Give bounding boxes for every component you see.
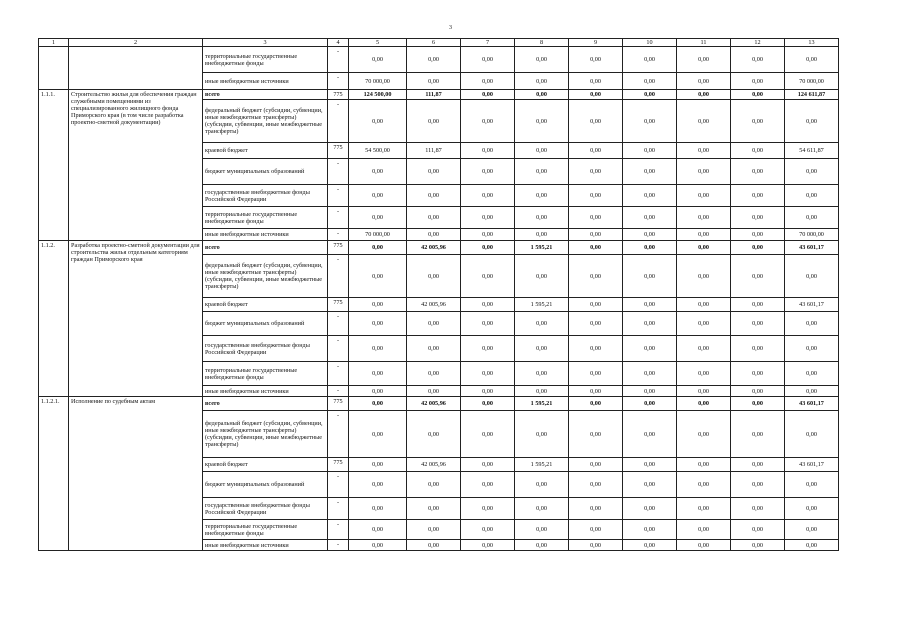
value-cell-col-5: 0,00 [349, 241, 407, 255]
value-cell-col-12: 0,00 [731, 159, 785, 185]
value-cell-col-5: 0,00 [349, 100, 407, 143]
value-cell-col-8: 0,00 [515, 207, 569, 229]
value-cell-col-10: 0,00 [623, 386, 677, 397]
value-cell-col-11: 0,00 [677, 362, 731, 386]
value-cell-col-13: 0,00 [785, 312, 839, 336]
value-cell-col-8: 0,00 [515, 312, 569, 336]
value-cell-col-7: 0,00 [461, 73, 515, 90]
value-cell-col-7: 0,00 [461, 143, 515, 159]
value-cell-col-9: 0,00 [569, 411, 623, 458]
table-row-item-1-1-2-1 [39, 397, 839, 411]
value-cell-col-6: 0,00 [407, 540, 461, 551]
value-cell-col-5: 0,00 [349, 207, 407, 229]
value-cell-col-8: 0,00 [515, 336, 569, 362]
value-cell-col-12: 0,00 [731, 207, 785, 229]
funding-source: территориальные государственные внебюджетные фонды [203, 362, 328, 386]
value-cell-col-7: 0,00 [461, 540, 515, 551]
funding-source: иные внебюджетные источники [203, 386, 328, 397]
value-cell-col-5: 0,00 [349, 336, 407, 362]
value-cell-col-10: 0,00 [623, 520, 677, 540]
funding-source: федеральный бюджет (субсидии, субвенции, иные межбюджетные трансферты) (субсидии, субвенции, иные межбюджетные трансферты) [203, 255, 328, 298]
value-cell-col-10: 0,00 [623, 159, 677, 185]
value-cell-col-13: 0,00 [785, 159, 839, 185]
value-cell-col-6: 0,00 [407, 472, 461, 498]
value-cell-col-9: 0,00 [569, 397, 623, 411]
value-cell-col-8: 0,00 [515, 411, 569, 458]
value-cell-col-5: 0,00 [349, 298, 407, 312]
value-cell-col-13: 43 601,17 [785, 298, 839, 312]
value-cell-col-10: 0,00 [623, 229, 677, 241]
budget-code: 775 [328, 397, 349, 411]
value-cell-col-6: 0,00 [407, 336, 461, 362]
value-cell-col-7: 0,00 [461, 362, 515, 386]
funding-source: территориальные государственные внебюджетные фонды [203, 47, 328, 73]
value-cell-col-9: 0,00 [569, 336, 623, 362]
value-cell-col-7: 0,00 [461, 298, 515, 312]
item-name [69, 47, 203, 90]
value-cell-col-5: 0,00 [349, 498, 407, 520]
value-cell-col-5: 0,00 [349, 386, 407, 397]
value-cell-col-9: 0,00 [569, 90, 623, 100]
table-row [39, 47, 839, 73]
value-cell-col-10: 0,00 [623, 362, 677, 386]
column-number-5: 5 [349, 39, 407, 47]
column-number-8: 8 [515, 39, 569, 47]
funding-source: краевой бюджет [203, 143, 328, 159]
budget-code: - [328, 386, 349, 397]
value-cell-col-7: 0,00 [461, 312, 515, 336]
value-cell-col-13: 70 000,00 [785, 229, 839, 241]
value-cell-col-13: 0,00 [785, 100, 839, 143]
funding-source: всего [203, 90, 328, 100]
value-cell-col-7: 0,00 [461, 185, 515, 207]
budget-code: - [328, 312, 349, 336]
column-number-6: 6 [407, 39, 461, 47]
value-cell-col-8: 0,00 [515, 143, 569, 159]
value-cell-col-11: 0,00 [677, 47, 731, 73]
value-cell-col-8: 0,00 [515, 520, 569, 540]
value-cell-col-10: 0,00 [623, 185, 677, 207]
value-cell-col-12: 0,00 [731, 472, 785, 498]
budget-code: - [328, 498, 349, 520]
value-cell-col-6: 0,00 [407, 185, 461, 207]
value-cell-col-11: 0,00 [677, 207, 731, 229]
value-cell-col-10: 0,00 [623, 458, 677, 472]
value-cell-col-9: 0,00 [569, 229, 623, 241]
value-cell-col-11: 0,00 [677, 100, 731, 143]
value-cell-col-10: 0,00 [623, 73, 677, 90]
value-cell-col-8: 0,00 [515, 229, 569, 241]
value-cell-col-11: 0,00 [677, 298, 731, 312]
value-cell-col-7: 0,00 [461, 458, 515, 472]
funding-source: бюджет муниципальных образований [203, 472, 328, 498]
budget-table [38, 38, 839, 551]
table-row-item-1-1-1 [39, 90, 839, 100]
budget-code: 775 [328, 458, 349, 472]
funding-source: государственные внебюджетные фонды Российской Федерации [203, 185, 328, 207]
value-cell-col-7: 0,00 [461, 336, 515, 362]
budget-code: - [328, 540, 349, 551]
value-cell-col-6: 0,00 [407, 159, 461, 185]
value-cell-col-5: 70 000,00 [349, 73, 407, 90]
budget-code: - [328, 472, 349, 498]
value-cell-col-12: 0,00 [731, 458, 785, 472]
column-number-10: 10 [623, 39, 677, 47]
value-cell-col-13: 54 611,87 [785, 143, 839, 159]
value-cell-col-13: 0,00 [785, 472, 839, 498]
value-cell-col-10: 0,00 [623, 143, 677, 159]
value-cell-col-11: 0,00 [677, 73, 731, 90]
value-cell-col-10: 0,00 [623, 47, 677, 73]
value-cell-col-8: 0,00 [515, 255, 569, 298]
value-cell-col-12: 0,00 [731, 520, 785, 540]
value-cell-col-11: 0,00 [677, 498, 731, 520]
value-cell-col-6: 0,00 [407, 100, 461, 143]
value-cell-col-12: 0,00 [731, 47, 785, 73]
value-cell-col-8: 1 595,21 [515, 241, 569, 255]
value-cell-col-11: 0,00 [677, 472, 731, 498]
value-cell-col-12: 0,00 [731, 255, 785, 298]
value-cell-col-10: 0,00 [623, 298, 677, 312]
value-cell-col-7: 0,00 [461, 397, 515, 411]
value-cell-col-6: 111,87 [407, 90, 461, 100]
value-cell-col-7: 0,00 [461, 100, 515, 143]
value-cell-col-13: 43 601,17 [785, 458, 839, 472]
value-cell-col-7: 0,00 [461, 472, 515, 498]
item-name: Строительство жилья для обеспечения граждан служебными помещениями из специализированного жилищного фонда Приморского края (в том числе разработка проектно-сметной документации) [69, 90, 203, 241]
value-cell-col-6: 42 005,96 [407, 397, 461, 411]
value-cell-col-8: 1 595,21 [515, 397, 569, 411]
value-cell-col-11: 0,00 [677, 185, 731, 207]
budget-code: - [328, 47, 349, 73]
value-cell-col-13: 0,00 [785, 336, 839, 362]
funding-source: иные внебюджетные источники [203, 540, 328, 551]
value-cell-col-13: 43 601,17 [785, 397, 839, 411]
value-cell-col-5: 0,00 [349, 185, 407, 207]
value-cell-col-10: 0,00 [623, 241, 677, 255]
value-cell-col-9: 0,00 [569, 73, 623, 90]
item-name: Исполнение по судебным актам [69, 397, 203, 551]
column-number-7: 7 [461, 39, 515, 47]
funding-source: бюджет муниципальных образований [203, 312, 328, 336]
value-cell-col-8: 0,00 [515, 73, 569, 90]
value-cell-col-11: 0,00 [677, 540, 731, 551]
budget-code: 775 [328, 241, 349, 255]
value-cell-col-5: 0,00 [349, 540, 407, 551]
value-cell-col-5: 70 000,00 [349, 229, 407, 241]
value-cell-col-9: 0,00 [569, 241, 623, 255]
value-cell-col-9: 0,00 [569, 100, 623, 143]
value-cell-col-12: 0,00 [731, 143, 785, 159]
value-cell-col-8: 0,00 [515, 47, 569, 73]
value-cell-col-13: 0,00 [785, 362, 839, 386]
value-cell-col-5: 0,00 [349, 472, 407, 498]
value-cell-col-6: 0,00 [407, 73, 461, 90]
value-cell-col-5: 0,00 [349, 255, 407, 298]
value-cell-col-8: 0,00 [515, 90, 569, 100]
funding-source: иные внебюджетные источники [203, 229, 328, 241]
column-number-1: 1 [39, 39, 69, 47]
value-cell-col-9: 0,00 [569, 185, 623, 207]
value-cell-col-8: 0,00 [515, 540, 569, 551]
budget-code: 775 [328, 143, 349, 159]
value-cell-col-9: 0,00 [569, 207, 623, 229]
value-cell-col-10: 0,00 [623, 207, 677, 229]
funding-source: государственные внебюджетные фонды Российской Федерации [203, 336, 328, 362]
value-cell-col-11: 0,00 [677, 159, 731, 185]
funding-source: краевой бюджет [203, 298, 328, 312]
value-cell-col-7: 0,00 [461, 411, 515, 458]
value-cell-col-6: 0,00 [407, 411, 461, 458]
value-cell-col-10: 0,00 [623, 411, 677, 458]
value-cell-col-6: 42 005,96 [407, 241, 461, 255]
value-cell-col-9: 0,00 [569, 520, 623, 540]
funding-source: бюджет муниципальных образований [203, 159, 328, 185]
value-cell-col-6: 0,00 [407, 386, 461, 397]
budget-code: - [328, 255, 349, 298]
budget-code: - [328, 73, 349, 90]
value-cell-col-11: 0,00 [677, 241, 731, 255]
item-number: 1.1.2.1. [39, 397, 69, 551]
item-number [39, 47, 69, 90]
value-cell-col-11: 0,00 [677, 312, 731, 336]
value-cell-col-13: 0,00 [785, 185, 839, 207]
value-cell-col-12: 0,00 [731, 397, 785, 411]
column-number-11: 11 [677, 39, 731, 47]
value-cell-col-6: 42 005,96 [407, 298, 461, 312]
value-cell-col-6: 0,00 [407, 362, 461, 386]
value-cell-col-8: 0,00 [515, 472, 569, 498]
value-cell-col-8: 0,00 [515, 498, 569, 520]
value-cell-col-12: 0,00 [731, 336, 785, 362]
value-cell-col-9: 0,00 [569, 386, 623, 397]
value-cell-col-12: 0,00 [731, 312, 785, 336]
budget-code: 775 [328, 298, 349, 312]
table-row-item-1-1-2 [39, 241, 839, 255]
value-cell-col-7: 0,00 [461, 255, 515, 298]
value-cell-col-12: 0,00 [731, 90, 785, 100]
funding-source: территориальные государственные внебюджетные фонды [203, 520, 328, 540]
value-cell-col-7: 0,00 [461, 520, 515, 540]
value-cell-col-13: 43 601,17 [785, 241, 839, 255]
item-number: 1.1.2. [39, 241, 69, 397]
budget-code: - [328, 100, 349, 143]
funding-source: территориальные государственные внебюджетные фонды [203, 207, 328, 229]
column-number-3: 3 [203, 39, 328, 47]
value-cell-col-12: 0,00 [731, 540, 785, 551]
value-cell-col-12: 0,00 [731, 362, 785, 386]
page-number: 3 [449, 25, 452, 31]
value-cell-col-11: 0,00 [677, 229, 731, 241]
item-name: Разработка проектно-сметной документации для строительства жилья отдельным категориям граждан Приморского края [69, 241, 203, 397]
value-cell-col-7: 0,00 [461, 241, 515, 255]
value-cell-col-11: 0,00 [677, 90, 731, 100]
budget-code: - [328, 362, 349, 386]
value-cell-col-9: 0,00 [569, 47, 623, 73]
value-cell-col-7: 0,00 [461, 47, 515, 73]
budget-code: - [328, 207, 349, 229]
value-cell-col-10: 0,00 [623, 397, 677, 411]
value-cell-col-9: 0,00 [569, 143, 623, 159]
value-cell-col-12: 0,00 [731, 241, 785, 255]
value-cell-col-9: 0,00 [569, 362, 623, 386]
value-cell-col-7: 0,00 [461, 207, 515, 229]
value-cell-col-9: 0,00 [569, 472, 623, 498]
value-cell-col-6: 0,00 [407, 498, 461, 520]
value-cell-col-10: 0,00 [623, 90, 677, 100]
value-cell-col-13: 0,00 [785, 520, 839, 540]
budget-code: - [328, 520, 349, 540]
value-cell-col-6: 0,00 [407, 520, 461, 540]
column-number-13: 13 [785, 39, 839, 47]
value-cell-col-7: 0,00 [461, 159, 515, 185]
value-cell-col-5: 0,00 [349, 159, 407, 185]
value-cell-col-8: 0,00 [515, 362, 569, 386]
table-body [39, 47, 839, 551]
value-cell-col-5: 124 500,00 [349, 90, 407, 100]
value-cell-col-12: 0,00 [731, 411, 785, 458]
value-cell-col-7: 0,00 [461, 498, 515, 520]
value-cell-col-10: 0,00 [623, 540, 677, 551]
funding-source: государственные внебюджетные фонды Российской Федерации [203, 498, 328, 520]
value-cell-col-9: 0,00 [569, 159, 623, 185]
value-cell-col-9: 0,00 [569, 458, 623, 472]
budget-code: - [328, 336, 349, 362]
value-cell-col-13: 0,00 [785, 47, 839, 73]
value-cell-col-12: 0,00 [731, 386, 785, 397]
value-cell-col-9: 0,00 [569, 312, 623, 336]
value-cell-col-6: 0,00 [407, 207, 461, 229]
budget-code: 775 [328, 90, 349, 100]
item-number: 1.1.1. [39, 90, 69, 241]
value-cell-col-11: 0,00 [677, 386, 731, 397]
value-cell-col-8: 0,00 [515, 386, 569, 397]
value-cell-col-8: 0,00 [515, 185, 569, 207]
budget-code: - [328, 159, 349, 185]
value-cell-col-13: 0,00 [785, 498, 839, 520]
value-cell-col-10: 0,00 [623, 312, 677, 336]
value-cell-col-5: 0,00 [349, 397, 407, 411]
value-cell-col-10: 0,00 [623, 100, 677, 143]
value-cell-col-6: 0,00 [407, 312, 461, 336]
value-cell-col-5: 0,00 [349, 411, 407, 458]
budget-code: - [328, 411, 349, 458]
value-cell-col-5: 0,00 [349, 47, 407, 73]
budget-code: - [328, 185, 349, 207]
column-number-12: 12 [731, 39, 785, 47]
value-cell-col-13: 0,00 [785, 255, 839, 298]
value-cell-col-12: 0,00 [731, 298, 785, 312]
value-cell-col-8: 0,00 [515, 100, 569, 143]
value-cell-col-5: 0,00 [349, 312, 407, 336]
value-cell-col-11: 0,00 [677, 411, 731, 458]
funding-source: федеральный бюджет (субсидии, субвенции, иные межбюджетные трансферты) (субсидии, субвенции, иные межбюджетные трансферты) [203, 411, 328, 458]
funding-source: краевой бюджет [203, 458, 328, 472]
value-cell-col-11: 0,00 [677, 143, 731, 159]
value-cell-col-5: 54 500,00 [349, 143, 407, 159]
value-cell-col-6: 0,00 [407, 255, 461, 298]
value-cell-col-7: 0,00 [461, 90, 515, 100]
value-cell-col-8: 1 595,21 [515, 298, 569, 312]
value-cell-col-7: 0,00 [461, 229, 515, 241]
value-cell-col-12: 0,00 [731, 229, 785, 241]
value-cell-col-11: 0,00 [677, 255, 731, 298]
value-cell-col-6: 0,00 [407, 229, 461, 241]
value-cell-col-9: 0,00 [569, 540, 623, 551]
value-cell-col-13: 70 000,00 [785, 73, 839, 90]
value-cell-col-8: 0,00 [515, 159, 569, 185]
value-cell-col-11: 0,00 [677, 458, 731, 472]
column-number-4: 4 [328, 39, 349, 47]
value-cell-col-9: 0,00 [569, 255, 623, 298]
funding-source: всего [203, 241, 328, 255]
budget-code: - [328, 229, 349, 241]
value-cell-col-5: 0,00 [349, 520, 407, 540]
value-cell-col-9: 0,00 [569, 298, 623, 312]
value-cell-col-12: 0,00 [731, 73, 785, 90]
value-cell-col-10: 0,00 [623, 498, 677, 520]
funding-source: федеральный бюджет (субсидии, субвенции, иные межбюджетные трансферты) (субсидии, субвенции, иные межбюджетные трансферты) [203, 100, 328, 143]
value-cell-col-11: 0,00 [677, 397, 731, 411]
column-number-2: 2 [69, 39, 203, 47]
value-cell-col-12: 0,00 [731, 185, 785, 207]
value-cell-col-13: 0,00 [785, 411, 839, 458]
value-cell-col-10: 0,00 [623, 472, 677, 498]
value-cell-col-7: 0,00 [461, 386, 515, 397]
value-cell-col-13: 124 611,87 [785, 90, 839, 100]
column-number-row [39, 39, 839, 47]
value-cell-col-13: 0,00 [785, 540, 839, 551]
value-cell-col-9: 0,00 [569, 498, 623, 520]
column-number-9: 9 [569, 39, 623, 47]
value-cell-col-8: 1 595,21 [515, 458, 569, 472]
value-cell-col-6: 42 005,96 [407, 458, 461, 472]
value-cell-col-11: 0,00 [677, 520, 731, 540]
value-cell-col-12: 0,00 [731, 498, 785, 520]
value-cell-col-13: 0,00 [785, 207, 839, 229]
value-cell-col-5: 0,00 [349, 458, 407, 472]
value-cell-col-6: 0,00 [407, 47, 461, 73]
value-cell-col-11: 0,00 [677, 336, 731, 362]
value-cell-col-12: 0,00 [731, 100, 785, 143]
value-cell-col-10: 0,00 [623, 336, 677, 362]
value-cell-col-10: 0,00 [623, 255, 677, 298]
funding-source: всего [203, 397, 328, 411]
value-cell-col-6: 111,87 [407, 143, 461, 159]
value-cell-col-13: 0,00 [785, 386, 839, 397]
funding-source: иные внебюджетные источники [203, 73, 328, 90]
value-cell-col-5: 0,00 [349, 362, 407, 386]
